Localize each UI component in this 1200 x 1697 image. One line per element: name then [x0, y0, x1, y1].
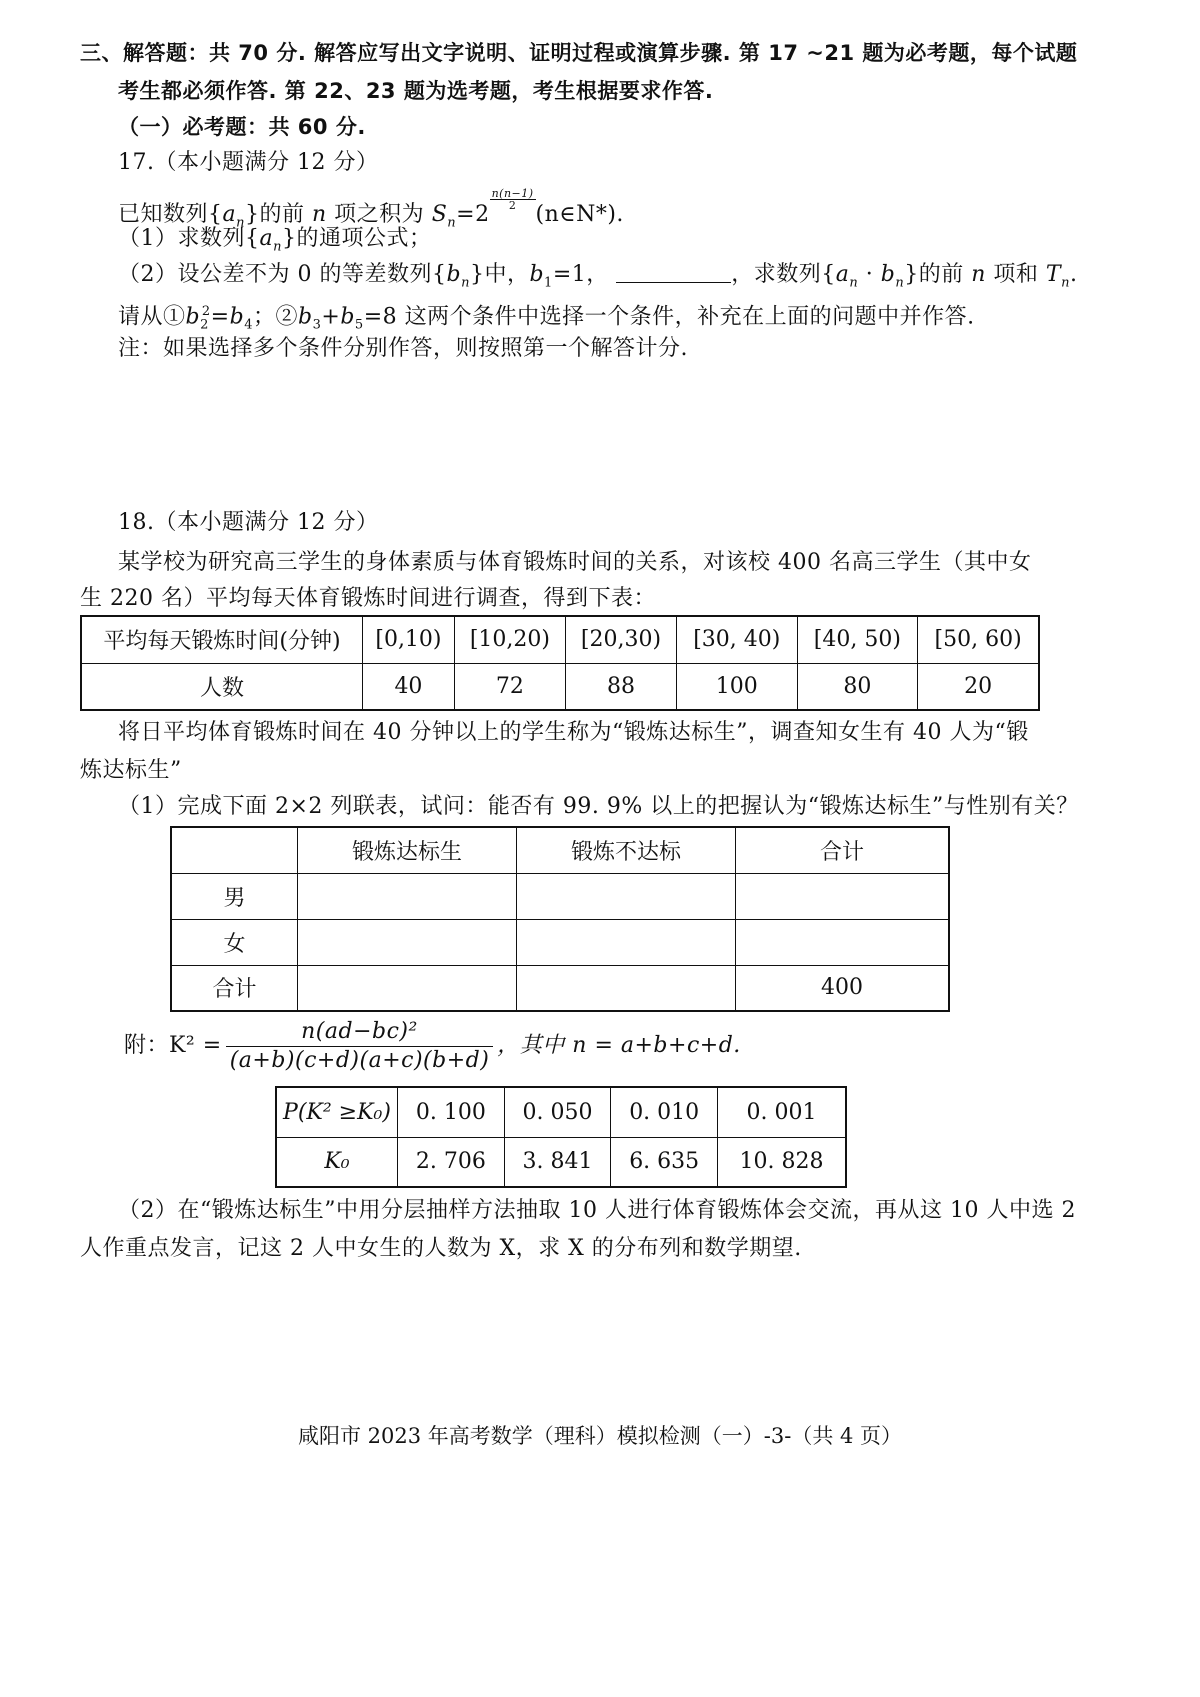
table-cell	[736, 919, 950, 965]
table-header-cell: 锻炼达标生	[298, 827, 517, 873]
row-label-cell: 女	[171, 919, 298, 965]
table-header-cell	[171, 827, 298, 873]
table-cell	[298, 965, 517, 1011]
page-footer: 咸阳市 2023 年高考数学（理科）模拟检测（一）-3-（共 4 页）	[297, 1424, 903, 1448]
q17-part1: （1）求数列$\{a_n\}$的通项公式；	[118, 226, 432, 255]
q17-note: 注：如果选择多个条件分别作答，则按照第一个解答计分.	[118, 336, 688, 361]
interval-cell: [10,20)	[454, 616, 565, 663]
table-row-header: P(K² ≥K₀)	[276, 1087, 398, 1137]
k-value-cell: 6. 635	[611, 1137, 718, 1187]
section-header-line2: 考生都必须作答. 第 22、23 题为选考题，考生根据要求作答.	[118, 79, 714, 103]
q18-definition-line2: 炼达标生”	[80, 758, 182, 783]
q18-part2-line1: （2）在“锻炼达标生”中用分层抽样方法抽取 10 人进行体育锻炼体会交流，再从这 10 人中选 2	[118, 1198, 1076, 1223]
q18-intro-line1: 某学校为研究高三学生的身体素质与体育锻炼时间的关系，对该校 400 名高三学生（其中女	[118, 550, 1032, 575]
count-cell: 80	[797, 663, 918, 710]
section-header-line1: 三、解答题：共 70 分. 解答应写出文字说明、证明过程或演算步骤. 第 17 ~21 题为必考题，每个试题	[80, 41, 1078, 65]
k-value-cell: 3. 841	[504, 1137, 611, 1187]
table-row	[171, 919, 949, 965]
table-cell	[298, 873, 517, 919]
table-cell: 400	[736, 965, 950, 1011]
count-cell: 40	[363, 663, 455, 710]
table-row	[171, 873, 949, 919]
q18-definition-line1: 将日平均体育锻炼时间在 40 分钟以上的学生称为“锻炼达标生”，调查知女生有 40 人为“锻	[118, 720, 1029, 745]
q17-conditions: 请从$①b_2^2=b_4$；$②b_3+b_5=8$ 这两个条件中选择一个条件，补充在上面的问题中并作答.	[118, 304, 975, 333]
table-header-cell: 合计	[736, 827, 950, 873]
table-cell	[298, 919, 517, 965]
interval-cell: [30, 40)	[676, 616, 797, 663]
part-one-heading: （一）必考题：共 60 分.	[118, 115, 366, 139]
q18-part2-line2: 人作重点发言，记这 2 人中女生的人数为 X，求 X 的分布列和数学期望.	[80, 1236, 802, 1261]
critical-value-table	[275, 1086, 847, 1188]
table-cell	[517, 965, 736, 1011]
count-cell: 100	[676, 663, 797, 710]
p-value-cell: 0. 100	[398, 1087, 505, 1137]
interval-cell: [20,30)	[565, 616, 676, 663]
count-cell: 88	[565, 663, 676, 710]
q17-part2: （2）设公差不为 0 的等差数列$\{b_n\}$中，$b_1=1$， ，求数列$\{a_n \cdot b_n\}$的前 n 项和 $T_n$.	[118, 262, 1078, 291]
table-header-cell: 锻炼不达标	[517, 827, 736, 873]
q17-stem: 已知数列$\{a_n\}$的前 n 项之积为 $S_n=2$ $\frac{n(n-1)}{2}$ (n∈N*).	[118, 187, 624, 231]
table-row	[171, 965, 949, 1011]
p-value-cell: 0. 050	[504, 1087, 611, 1137]
table-row-header: K₀	[276, 1137, 398, 1187]
formula-fraction: $\frac{\text{n(ad−bc)²}}{(a+b)(c+d)(a+c)(b+d)}$	[226, 1018, 494, 1075]
answer-blank	[616, 260, 731, 283]
interval-cell: [0,10)	[363, 616, 455, 663]
table-cell	[517, 919, 736, 965]
k-value-cell: 10. 828	[718, 1137, 846, 1187]
interval-cell: [50, 60)	[918, 616, 1039, 663]
exercise-time-table	[80, 615, 1040, 711]
row-label-cell: 男	[171, 873, 298, 919]
table-cell	[517, 873, 736, 919]
q17-heading: 17.（本小题满分 12 分）	[118, 150, 379, 175]
k-squared-formula: 附：K² = $\frac{\text{n(ad−bc)²}}{(a+b)(c+d)(a+c)(b+d)}$ ，其中 n = a+b+c+d.	[124, 1018, 741, 1073]
table-row-header: 人数	[81, 663, 363, 710]
interval-cell: [40, 50)	[797, 616, 918, 663]
row-label-cell: 合计	[171, 965, 298, 1011]
contingency-table	[170, 826, 950, 1012]
table-cell	[736, 873, 950, 919]
count-cell: 72	[454, 663, 565, 710]
q18-heading: 18.（本小题满分 12 分）	[118, 510, 379, 535]
exponent-fraction: $\frac{n(n-1)}{2}$	[491, 187, 534, 212]
p-value-cell: 0. 001	[718, 1087, 846, 1137]
q18-intro-line2: 生 220 名）平均每天体育锻炼时间进行调查，得到下表：	[80, 586, 656, 611]
q18-part1: （1）完成下面 2×2 列联表，试问：能否有 99. 9% 以上的把握认为“锻炼达标生”与性别有关？	[118, 794, 1079, 819]
p-value-cell: 0. 010	[611, 1087, 718, 1137]
count-cell: 20	[918, 663, 1039, 710]
k-value-cell: 2. 706	[398, 1137, 505, 1187]
table-row-header: 平均每天锻炼时间(分钟)	[81, 616, 363, 663]
